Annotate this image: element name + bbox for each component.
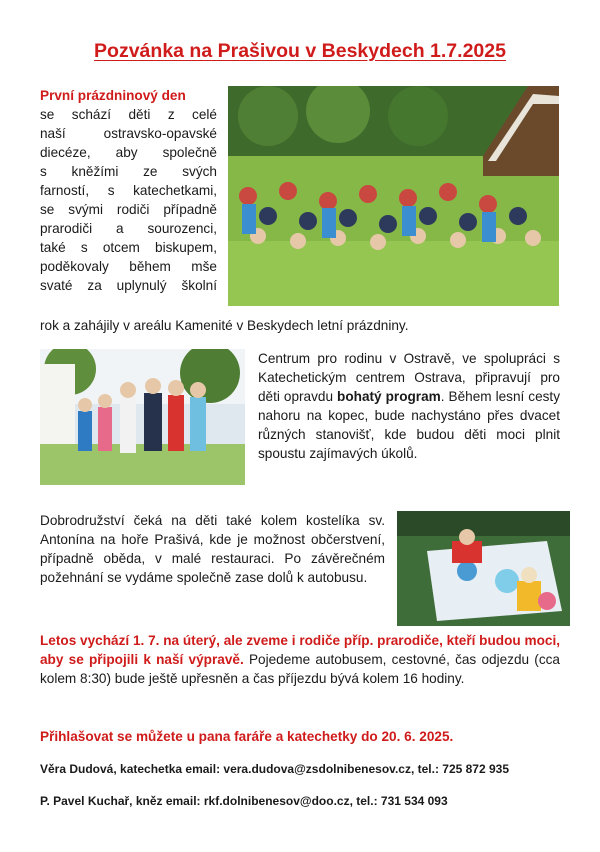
registration-note: Přihlašovat se můžete u pana faráře a katechetky do 20. 6. 2025. xyxy=(40,729,454,744)
section1-line: poděkovaly během mše xyxy=(40,259,217,274)
section4-red-text: Letos vychází 1. 7. na úterý, ale zveme i rodiče příp. prarodiče, kteří budou moci, aby se připojili k naší výpravě. xyxy=(40,633,560,667)
section1-line: se svými rodiči případně xyxy=(40,202,217,217)
section4-text xyxy=(40,631,560,688)
contact-catechist: Věra Dudová, katechetka email: vera.dudova@zsdolnibenesov.cz, tel.: 725 872 935 xyxy=(40,762,510,776)
section2-highlight: bohatý program xyxy=(337,389,441,404)
section1-line: prarodiči a sourozenci, xyxy=(40,221,217,236)
section2-text xyxy=(258,349,560,463)
children-drawing-photo xyxy=(397,511,570,626)
contact-priest: P. Pavel Kuchař, kněz email: rkf.dolnibenesov@doo.cz, tel.: 731 534 093 xyxy=(40,794,448,808)
section2-text-before: Centrum pro rodinu v Ostravě, ve spolupráci s Katechetickým centrem Ostrava, připravují pro děti opravdu xyxy=(258,351,560,404)
section1-text xyxy=(40,86,217,295)
section1-lead: První prázdninový den xyxy=(40,88,186,103)
section1-line: také s otcem biskupem, xyxy=(40,240,217,255)
section1-line: farností, s katechetkami, xyxy=(40,183,217,198)
section1-line: s kněžími ze svých xyxy=(40,164,217,179)
section1-line: naší ostravsko-opavské xyxy=(40,126,217,141)
children-with-priest-photo xyxy=(40,349,245,485)
section1-last-line: rok a zahájily v areálu Kamenité v Beskydech letní prázdniny. xyxy=(40,318,409,333)
group-photo-image xyxy=(228,86,559,306)
section1-line: se schází děti z celé xyxy=(40,107,217,122)
section1-line: svaté za uplynulý školní xyxy=(40,278,217,293)
children-photo-image xyxy=(40,349,245,485)
section2-text-after: . Během lesní cesty nahoru na kopec, bude nachystáno přes dvacet různých stanovišť, kde budou děti moci plnit spoustu zajímavých úkolů. xyxy=(258,389,560,461)
drawing-photo-image xyxy=(397,511,570,626)
section4-normal-text: Pojedeme autobusem, cestovné, čas odjezdu (cca kolem 8:30) bude ještě upřesněn a čas příjezdu bývá kolem 16 hodiny. xyxy=(40,652,560,686)
page-title: Pozvánka na Prašivou v Beskydech 1.7.2025 xyxy=(94,40,506,62)
section1-line: diecéze, aby společně xyxy=(40,145,217,160)
group-photo xyxy=(228,86,559,306)
section3-text: Dobrodružství čeká na děti také kolem kostelíka sv. Antonína na hoře Prašivá, kde je možnost občerstvení, případně oběda, v malé restauraci. Po závěrečném požehnání se vydáme společně zase dolů k autobusu. xyxy=(40,513,385,585)
